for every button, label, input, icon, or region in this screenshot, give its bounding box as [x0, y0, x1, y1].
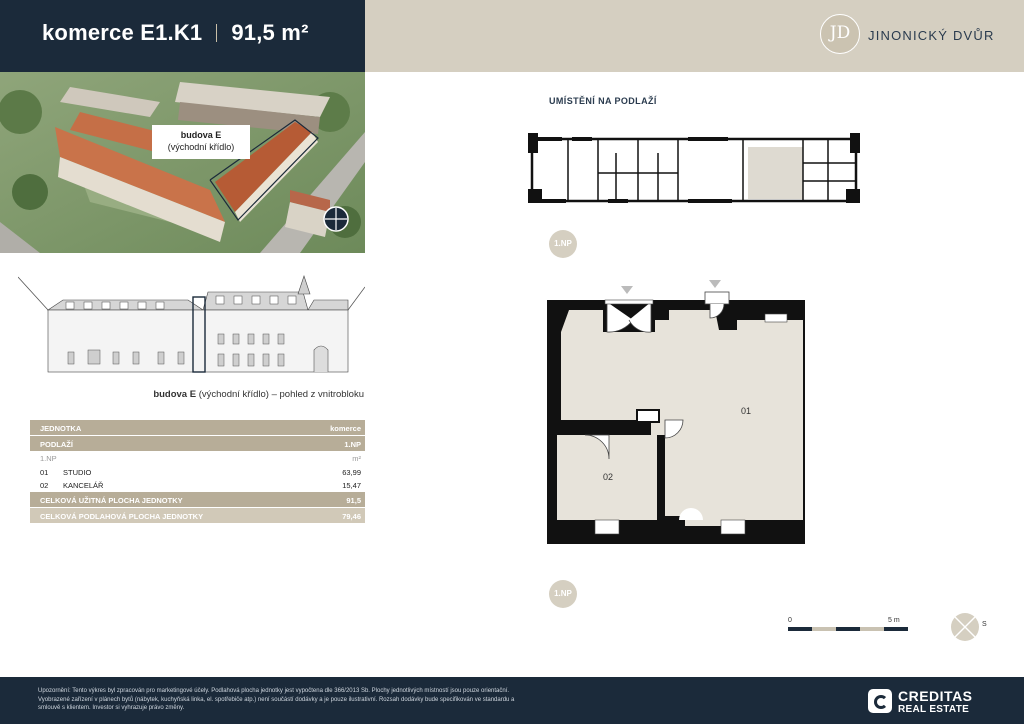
creditas-logo-icon	[868, 689, 892, 713]
table-subheader	[30, 452, 365, 466]
room-name: KANCELÁŘ	[63, 481, 104, 490]
unit-floor-plan	[545, 280, 807, 546]
elevation-caption-building: budova E	[153, 389, 197, 400]
floor-key-plan	[528, 133, 860, 209]
title-divider	[216, 24, 217, 42]
unit-area: 91,5 m²	[231, 20, 309, 45]
floor-label: PODLAŽÍ	[40, 440, 73, 449]
unit-name: komerce E1.K1	[42, 20, 203, 45]
table-row	[30, 466, 365, 479]
footer-disclaimer: Upozornění: Tento výkres byl zpracován pro marketingové účely. Podlahová plocha jednotky jest vypočtena dle 366/2013 Sb. Plochy jednotlivých místností jsou pouze orientační. Vyobrazené zařízení v plánech bytů (nábytek, kuchyňská linka, el. spotřebiče atp.) není součástí dodávky a je pouze ilustrativní. Rozsah dodávky bude specifikován ve standardu a smlouvě s klientem. Investor si vyhrazuje právo změny.	[38, 688, 515, 711]
courtyard-elevation-drawing	[18, 272, 365, 382]
table-row-floor-area	[30, 508, 365, 524]
scale-bar	[782, 612, 910, 636]
table-row-unit	[30, 420, 365, 436]
page-title	[42, 20, 309, 46]
floor-area-value: 79,46	[342, 512, 361, 521]
table-row	[30, 479, 365, 492]
north-arrow-icon	[322, 205, 350, 233]
usable-area-value: 91,5	[346, 496, 361, 505]
room-name: STUDIO	[63, 468, 92, 477]
plan-floor-badge: 1.NP	[549, 580, 577, 608]
location-heading: UMÍSTĚNÍ NA PODLAŽÍ	[549, 96, 657, 106]
area-table	[30, 420, 365, 524]
subheader-floor: 1.NP	[40, 454, 57, 463]
unit-value: komerce	[330, 424, 361, 433]
room-label-01: 01	[741, 406, 752, 416]
scale-end-label: 5 m	[888, 617, 900, 624]
subheader-unit: m²	[352, 454, 361, 463]
callout-title: budova E	[180, 130, 222, 140]
brand-name: JINONICKÝ DVŮR	[868, 28, 995, 43]
compass-icon	[950, 612, 990, 642]
callout-subtitle: (východní křídlo)	[167, 142, 235, 152]
elevation-caption	[100, 389, 364, 400]
unit-label: JEDNOTKA	[40, 424, 82, 433]
floor-value: 1.NP	[344, 440, 361, 449]
elevation-caption-rest: (východní křídlo) – pohled z vnitrobloku	[196, 389, 364, 400]
room-label-02: 02	[603, 472, 614, 482]
company-name: CREDITAS	[898, 688, 973, 704]
compass-label: S	[982, 621, 987, 628]
company-subtitle: REAL ESTATE	[898, 704, 970, 715]
aerial-view-image	[0, 72, 365, 253]
header-title-bar	[0, 0, 365, 72]
scale-start-label: 0	[788, 617, 792, 624]
table-row-floor	[30, 436, 365, 452]
room-number: 01	[40, 468, 49, 477]
building-callout	[152, 125, 250, 159]
keyplan-floor-badge: 1.NP	[549, 230, 577, 258]
room-area: 15,47	[342, 481, 361, 490]
room-number: 02	[40, 481, 49, 490]
usable-area-label: CELKOVÁ UŽITNÁ PLOCHA JEDNOTKY	[40, 496, 183, 505]
jd-logo-icon: JD	[820, 14, 860, 54]
table-row-usable-area	[30, 492, 365, 508]
floor-area-label: CELKOVÁ PODLAHOVÁ PLOCHA JEDNOTKY	[40, 512, 204, 521]
room-area: 63,99	[342, 468, 361, 477]
